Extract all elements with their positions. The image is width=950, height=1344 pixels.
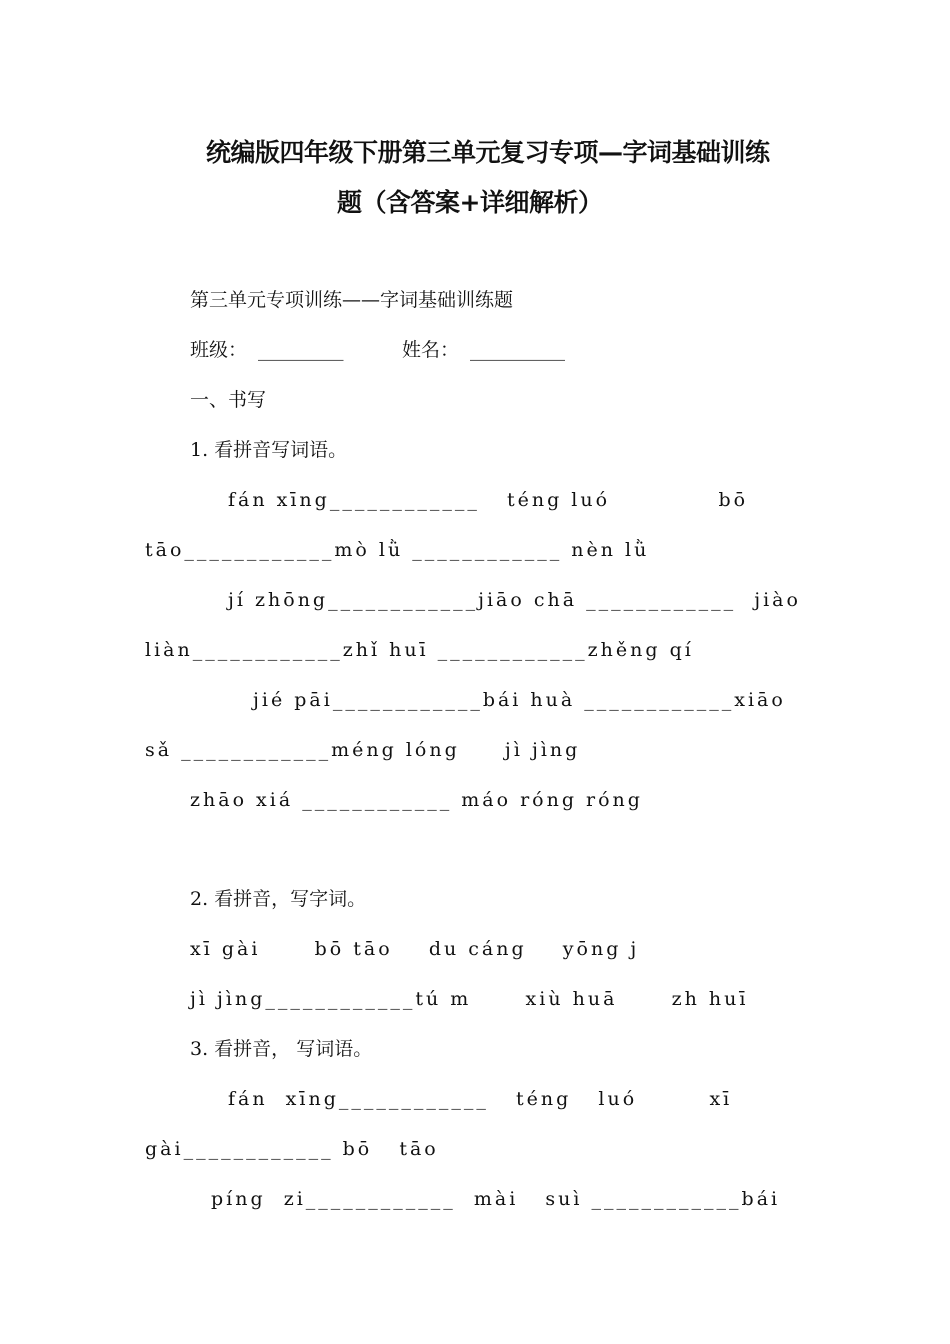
document-title-line-1: 统编版四年级下册第三单元复习专项—字词基础训练	[206, 138, 770, 167]
question-1-line: zhāo xiá ____________ máo róng róng	[190, 789, 643, 811]
question-1-line: jié pāi____________bái huà ____________xiāo	[253, 689, 786, 711]
question-2-line: jì jìng____________tú m xiù huā zh huī	[190, 988, 749, 1010]
question-1-line: tāo____________mò lǜ ____________ nèn lǜ	[145, 539, 650, 561]
question-3-line: gài____________ bō tāo	[145, 1138, 439, 1160]
class-blank: _________	[258, 339, 344, 361]
document-title-line-2: 题（含答案+详细解析）	[337, 188, 603, 217]
question-1-line: fán xīng____________ téng luó bō	[228, 489, 749, 511]
name-label: 姓名：	[402, 339, 460, 361]
question-1-line: liàn____________zhǐ huī ____________zhěng qí	[145, 639, 694, 661]
question-1-line: jí zhōng____________jiāo chā ____________ jiào	[228, 589, 801, 611]
question-3-line: fán xīng____________ téng luó xī	[228, 1088, 733, 1110]
question-3-title: 3. 看拼音， 写词语。	[190, 1038, 373, 1060]
question-2-title: 2. 看拼音，写字词。	[190, 888, 367, 910]
subtitle: 第三单元专项训练——字词基础训练题	[190, 289, 514, 311]
class-label: 班级：	[190, 339, 248, 361]
question-1-title: 1. 看拼音写词语。	[190, 439, 348, 461]
question-2-line: xī gài bō tāo du cáng yōng j	[190, 938, 640, 960]
question-3-line: píng zi____________ mài suì ____________bái	[211, 1188, 781, 1210]
section-heading: 一、书写	[190, 389, 267, 411]
question-1-line: sǎ ____________méng lóng jì jìng	[145, 739, 581, 761]
name-blank: __________	[470, 339, 565, 361]
